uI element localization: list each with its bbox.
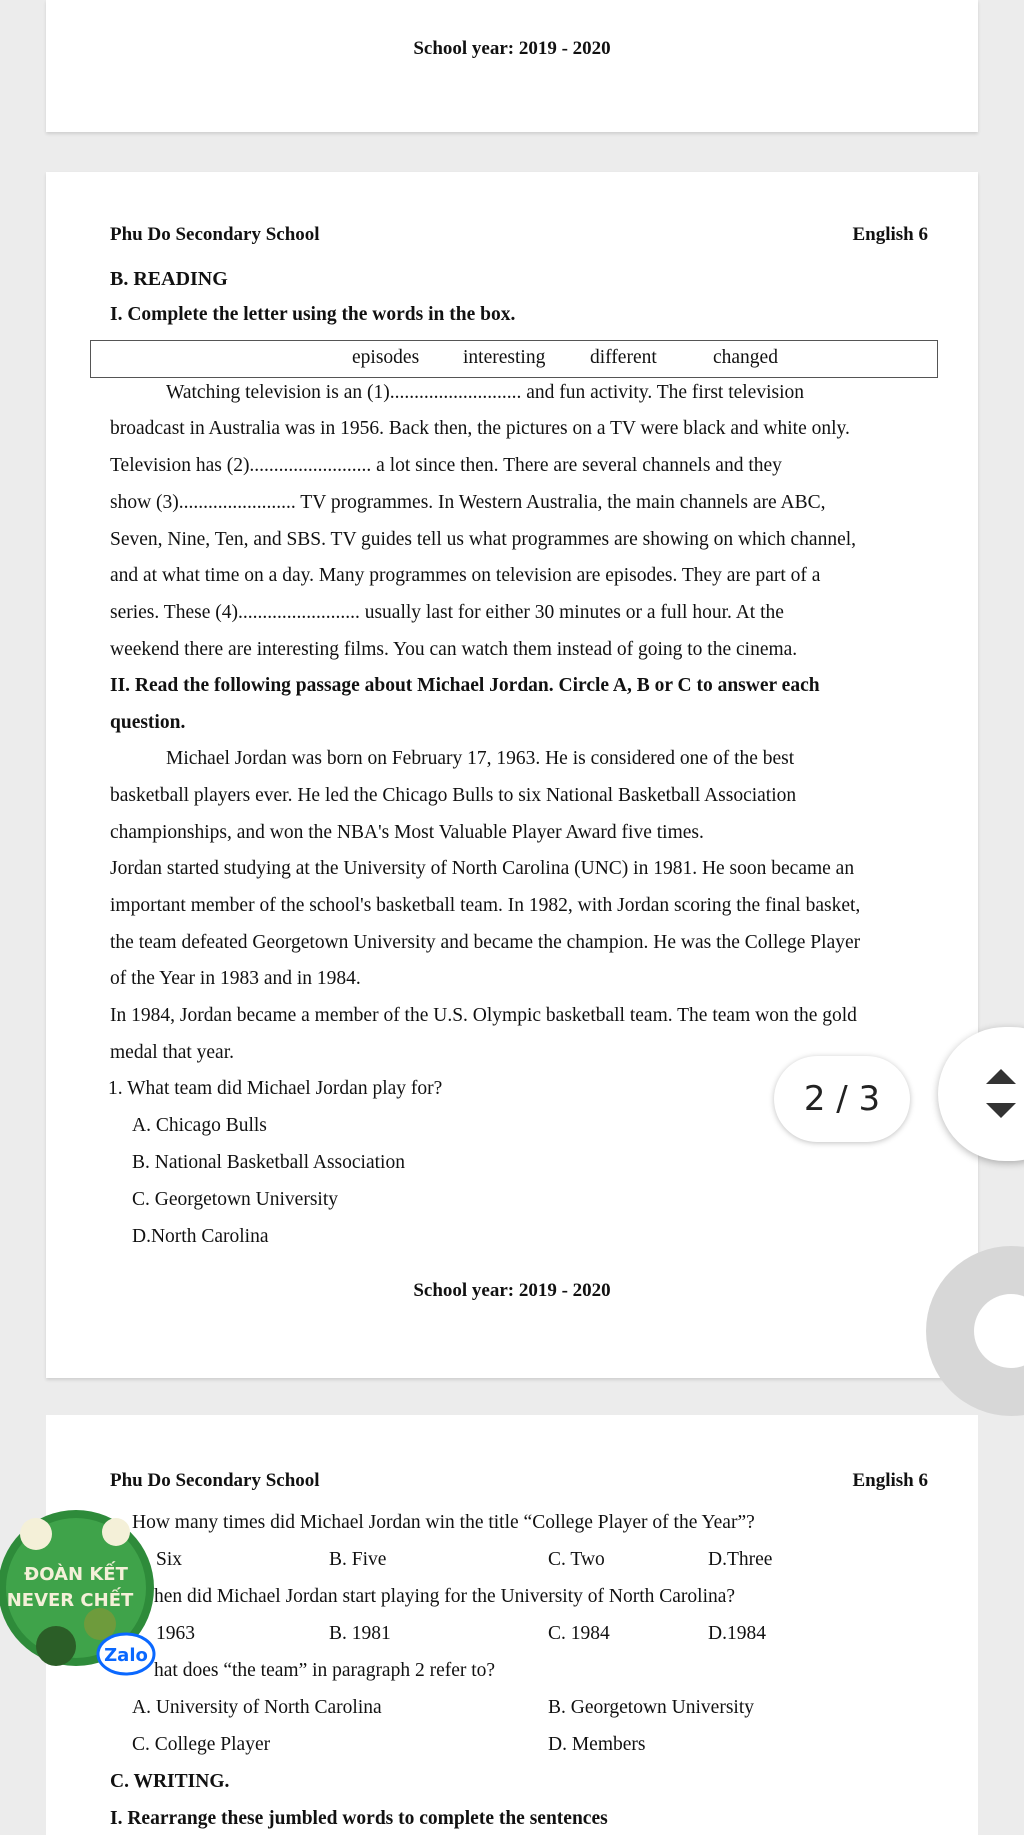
zalo-chat-bubble[interactable] — [0, 1506, 156, 1676]
passage1-line: Watching television is an (1)........................... and fun activity. The first television — [166, 382, 805, 403]
q4-option-d: D. Members — [548, 1734, 646, 1755]
q2-option-d: D.Three — [708, 1549, 773, 1570]
scroll-thumb-inner — [974, 1294, 1024, 1368]
page-previous — [46, 0, 978, 132]
q3-option-c: C. 1984 — [548, 1623, 610, 1644]
page-counter-text: 2 / 3 — [803, 1079, 881, 1119]
page-footer: School year: 2019 - 2020 — [413, 1280, 611, 1301]
q1-option-d: D.North Carolina — [132, 1226, 269, 1247]
passage2-line: the team defeated Georgetown University and became the champion. He was the College Player — [110, 932, 861, 953]
subject-name: English 6 — [852, 1470, 928, 1491]
passage2-line: medal that year. — [110, 1042, 234, 1063]
q2-option-c: C. Two — [548, 1549, 605, 1570]
zalo-label: Zalo — [104, 1645, 148, 1666]
question-4: hat does “the team” in paragraph 2 refer to? — [154, 1660, 496, 1681]
word-interesting: interesting — [463, 347, 546, 368]
q3-option-a: 1963 — [156, 1623, 195, 1644]
badge-logo-icon — [0, 1506, 156, 1676]
passage2-line: Michael Jordan was born on February 17, 1963. He is considered one of the best — [166, 748, 795, 769]
section-heading-reading: B. READING — [110, 268, 228, 290]
q3-option-d: D.1984 — [708, 1623, 766, 1644]
school-name: Phu Do Secondary School — [110, 1470, 320, 1491]
part1-title: I. Complete the letter using the words in the box. — [110, 304, 516, 325]
question-1: 1. What team did Michael Jordan play for? — [108, 1078, 443, 1099]
part-c1-title: I. Rearrange these jumbled words to complete the sentences — [110, 1808, 608, 1829]
passage2-line: of the Year in 1983 and in 1984. — [110, 968, 361, 989]
passage2-line: important member of the school's basketball team. In 1982, with Jordan scoring the final basket, — [110, 895, 861, 916]
passage1-line: broadcast in Australia was in 1956. Back then, the pictures on a TV were black and white only. — [110, 418, 850, 439]
page-2 — [46, 172, 978, 1378]
q1-option-a: A. Chicago Bulls — [132, 1115, 267, 1136]
arrow-down-icon[interactable] — [986, 1103, 1016, 1118]
passage1-line: weekend there are interesting films. You can watch them instead of going to the cinema. — [110, 639, 798, 660]
passage2-line: championships, and won the NBA's Most Valuable Player Award five times. — [110, 822, 704, 843]
badge-text-line2: NEVER CHẾT — [6, 1590, 134, 1611]
page-3 — [46, 1415, 978, 1835]
part2-title: II. Read the following passage about Michael Jordan. Circle A, B or C to answer each — [110, 675, 820, 696]
word-different: different — [590, 347, 657, 368]
q4-option-c: C. College Player — [132, 1734, 271, 1755]
passage2-line: In 1984, Jordan became a member of the U.S. Olympic basketball team. The team won the gold — [110, 1005, 857, 1026]
badge-text-line1: ĐOÀN KẾT — [24, 1564, 128, 1585]
question-3: hen did Michael Jordan start playing for the University of North Carolina? — [154, 1586, 736, 1607]
q2-option-b: B. Five — [329, 1549, 387, 1570]
q1-option-b: B. National Basketball Association — [132, 1152, 405, 1173]
word-box — [90, 340, 938, 378]
question-2: How many times did Michael Jordan win the title “College Player of the Year”? — [132, 1512, 755, 1533]
passage1-line: series. These (4)......................... usually last for either 30 minutes or a full hour. At the — [110, 602, 784, 623]
q3-option-b: B. 1981 — [329, 1623, 391, 1644]
page-counter — [774, 1056, 910, 1142]
passage1-line: Television has (2)......................... a lot since then. There are several channels and they — [110, 455, 782, 476]
passage2-line: Jordan started studying at the University of North Carolina (UNC) in 1981. He soon became an — [110, 858, 855, 879]
part2-title-cont: question. — [110, 712, 186, 733]
q4-option-a: A. University of North Carolina — [132, 1697, 382, 1718]
section-heading-writing: C. WRITING. — [110, 1771, 230, 1792]
q1-option-c: C. Georgetown University — [132, 1189, 338, 1210]
word-episodes: episodes — [352, 347, 420, 368]
passage1-line: Seven, Nine, Ten, and SBS. TV guides tell us what programmes are showing on which channel, — [110, 529, 857, 550]
arrow-up-icon[interactable] — [986, 1069, 1016, 1084]
passage2-line: basketball players ever. He led the Chicago Bulls to six National Basketball Association — [110, 785, 797, 806]
passage1-line: show (3)........................ TV programmes. In Western Australia, the main channels are ABC, — [110, 492, 826, 513]
page-footer: School year: 2019 - 2020 — [413, 38, 611, 59]
q4-option-b: B. Georgetown University — [548, 1697, 754, 1718]
passage1-line: and at what time on a day. Many programmes on television are episodes. They are part of a — [110, 565, 821, 586]
school-name: Phu Do Secondary School — [110, 224, 320, 245]
q2-option-a: Six — [156, 1549, 183, 1570]
word-changed: changed — [713, 347, 778, 368]
subject-name: English 6 — [852, 224, 928, 245]
